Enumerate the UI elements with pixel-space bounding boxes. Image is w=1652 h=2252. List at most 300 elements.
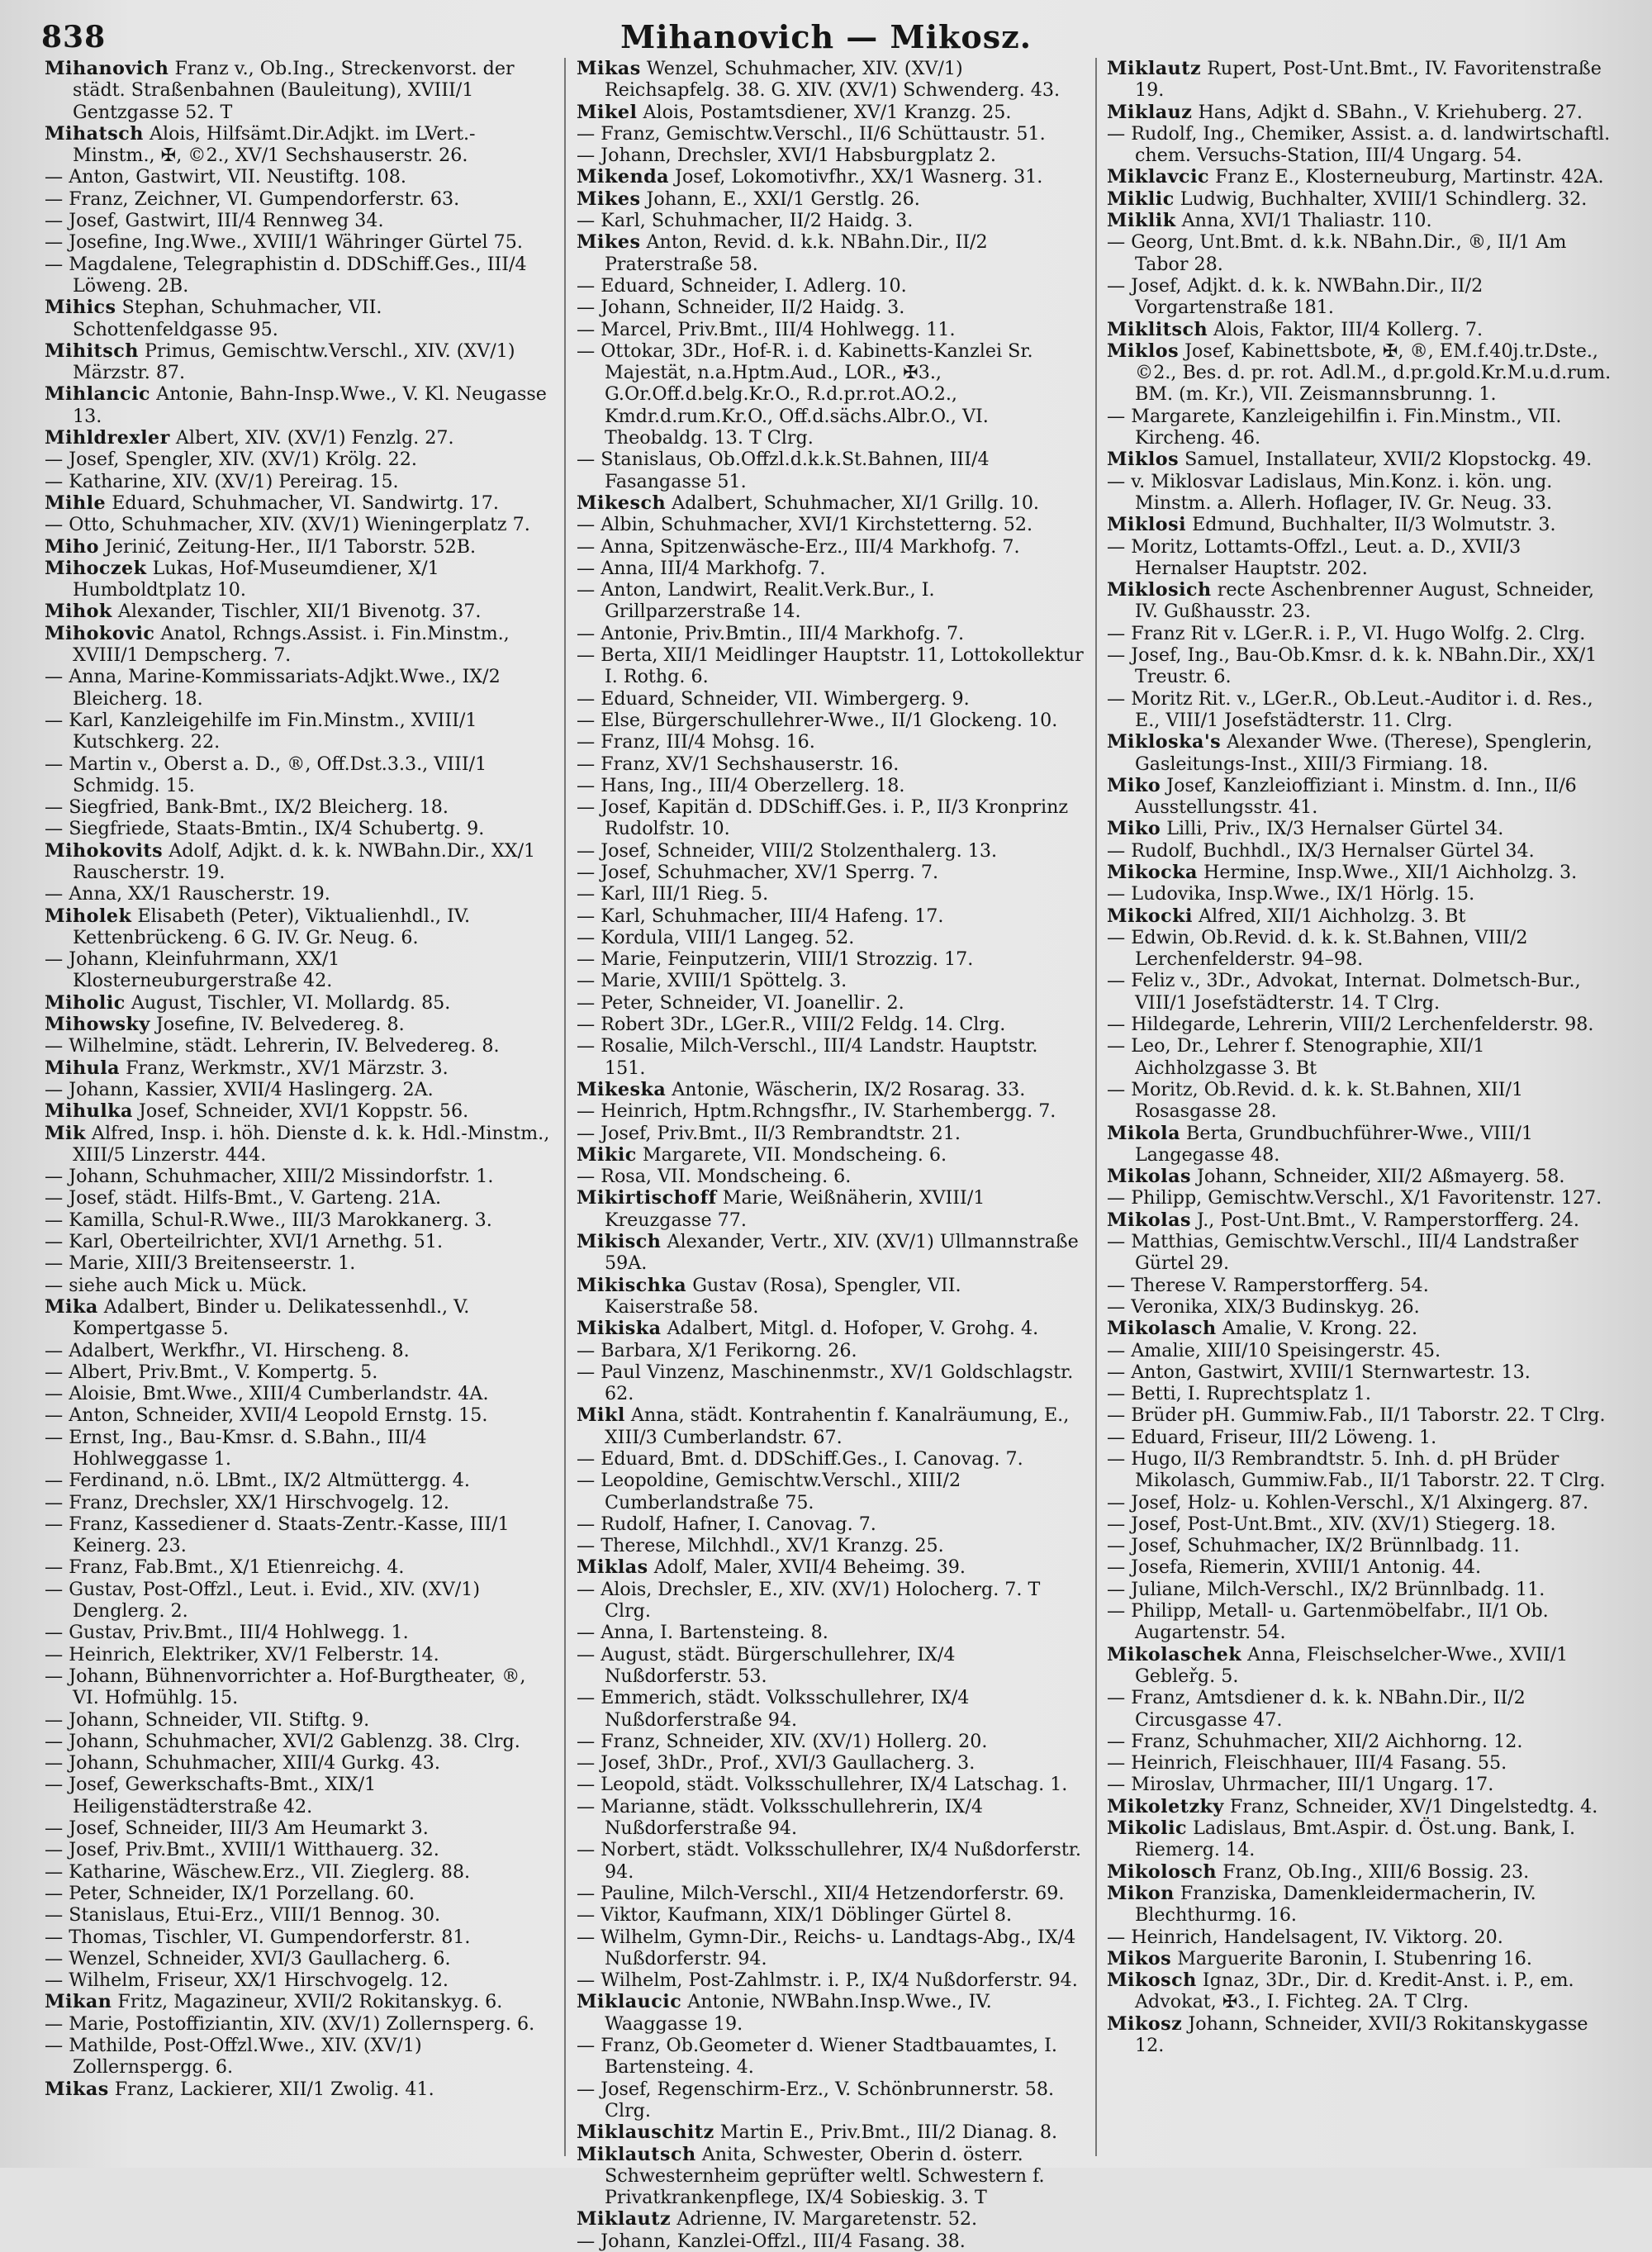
entry-text: — Heinrich, Handelsagent, IV. Viktorg. 20. [1107,1926,1503,1948]
entry-text: August, Tischler, VI. Mollardg. 85. [125,991,451,1014]
entry-text: — Adalbert, Werkfhr., VI. Hirscheng. 8. [45,1339,410,1361]
directory-entry [1107,1535,1614,1556]
directory-entry [577,123,1084,145]
entry-text: — Johann, Schuhmacher, XIII/4 Gurkg. 43. [45,1752,440,1775]
entry-surname: Mikel [577,101,638,123]
directory-entry [577,1404,1084,1448]
directory-entry [1107,688,1614,732]
directory-entry [577,536,1084,558]
entry-text: — Johann, Drechsler, XVI/1 Habsburgplatz 2. [577,145,996,167]
directory-entry [1107,1883,1614,1927]
directory-entry [45,666,552,710]
entry-text: Adalbert, Binder u. Delikatessenhdl., V. Kompertgasse 5. [73,1295,470,1340]
entry-surname: Miholic [45,991,126,1014]
entry-surname: Mikas [577,58,641,79]
entry-text: Stephan, Schuhmacher, VII. Schottenfeldgasse 95. [73,297,382,340]
entry-text: — Leopoldine, Gemischtw.Verschl., XIII/2 Cumberlandstraße 75. [577,1470,961,1513]
entry-surname: Mikan [45,1991,112,2013]
entry-text: Anna, städt. Kontrahentin f. Kanalräumung, E., XIII/3 Cumberlandstr. 67. [605,1404,1070,1448]
entry-text: — Josef, Regenschirm-Erz., V. Schönbrunnerstr. 58. Clrg. [577,2078,1055,2121]
entry-text: — Josef, Kapitän d. DDSchiff.Ges. i. P., II/3 Kronprinz Rudolfstr. 10. [577,796,1069,840]
directory-entry [45,383,552,427]
directory-entry [577,1275,1084,1318]
entry-text: — Gustav, Post-Offzl., Leut. i. Evid., XIV. (XV/1) Denglerg. 2. [45,1578,480,1622]
entry-surname: Mihanovich [45,58,169,79]
entry-text: Berta, Grundbuchführer-Wwe., VIII/1 Langegasse 48. [1135,1122,1534,1166]
entry-text: — Siegfriede, Staats-Bmtin., IX/4 Schubertg. 9. [45,818,485,840]
directory-entry [577,2208,1084,2230]
directory-entry [577,1035,1084,1079]
entry-surname: Mikes [577,231,641,254]
directory-entry [577,58,1084,102]
entry-text: — Josefa, Riemerin, XVIII/1 Antonig. 44. [1107,1556,1482,1579]
directory-entry [1107,166,1614,188]
entry-text: Marie, Weißnäherin, XVIII/1 Kreuzgasse 77. [605,1187,985,1231]
directory-entry [1107,1579,1614,1600]
entry-text: Adalbert, Schuhmacher, XI/1 Grillg. 10. [666,492,1039,514]
entry-text: Lilli, Priv., IX/3 Hernalser Gürtel 34. [1161,818,1504,840]
entry-text: — Anton, Landwirt, Realit.Verk.Bur., I. Grillparzerstraße 14. [577,579,935,623]
directory-entry [45,1123,552,1166]
directory-entry [577,775,1084,796]
directory-entry [577,1144,1084,1166]
entry-text: — v. Miklosvar Ladislaus, Min.Konz. i. kön. ung. Minstm. a. Allerh. Hoflager, IV. Gr. Neug. 33. [1107,470,1553,514]
directory-entry [45,1014,552,1035]
entry-text: Josef, Lokomotivfhr., XX/1 Wasnerg. 31. [669,166,1043,188]
directory-entry [577,340,1084,449]
entry-text: Elisabeth (Peter), Viktualienhdl., IV. Kettenbrückeng. 6 G. IV. Gr. Neug. 6. [73,905,471,948]
entry-text: — Juliane, Milch-Verschl., IX/2 Brünnlbadg. 11. [1107,1578,1545,1600]
entry-text: Lukas, Hof-Museumdiener, X/1 Humboldtplatz 10. [73,557,439,601]
entry-text: — Eduard, Friseur, III/2 Löweng. 1. [1107,1426,1437,1448]
entry-text: Antonie, Wäscherin, IX/2 Rosarag. 33. [666,1078,1026,1100]
entry-text: — Karl, III/1 Rieg. 5. [577,883,769,905]
entry-text: — Wilhelmine, städt. Lehrerin, IV. Belvedereg. 8. [45,1035,500,1057]
directory-entry [1107,1427,1614,1448]
entry-text: — Marianne, städt. Volksschullehrerin, IX/4 Nußdorferstraße 94. [577,1795,983,1840]
entry-surname: Miholek [45,905,132,927]
entry-surname: Mikirtischoff [577,1187,717,1209]
entry-text: Primus, Gemischtw.Verschl., XIV. (XV/1) Märzstr. 87. [73,340,515,384]
directory-entry [1107,275,1614,319]
entry-surname: Miklitsch [1107,318,1208,340]
directory-entry [577,688,1084,710]
entry-text: Edmund, Buchhalter, II/3 Wolmutstr. 3. [1186,514,1556,536]
entry-text: — Hans, Ing., III/4 Oberzellerg. 18. [577,774,905,796]
directory-entry [1107,102,1614,123]
entry-text: — Josef, Priv.Bmt., II/3 Rembrandtstr. 21. [577,1122,961,1144]
entry-text: — Leopold, städt. Volksschullehrer, IX/4 Latschag. 1. [577,1774,1068,1796]
directory-entry [577,1470,1084,1513]
directory-entry [577,905,1084,927]
entry-surname: Mihatsch [45,122,144,145]
entry-text: — Barbara, X/1 Ferikorng. 26. [577,1339,857,1361]
directory-entry [45,1252,552,1274]
entry-text: — Moritz Rit. v., LGer.R., Ob.Leut.-Auditor i. d. Res., E., VIII/1 Josefstädterstr. 11. Clrg. [1107,687,1593,731]
directory-entry [1107,58,1614,102]
directory-entry [45,471,552,492]
directory-entry [577,1839,1084,1883]
directory-entry [45,1427,552,1470]
entry-surname: Miklas [577,1556,648,1579]
entry-surname: Mihok [45,601,112,623]
directory-entry [577,514,1084,535]
entry-surname: Mikolaschek [1107,1643,1242,1665]
column-2 [577,58,1084,2252]
entry-surname: Miklosi [1107,514,1187,536]
entry-text: Anton, Revid. d. k.k. NBahn.Dir., II/2 Praterstraße 58. [605,231,988,275]
entry-surname: Miklautz [1107,58,1202,79]
entry-text: Ludwig, Buchhalter, XVIII/1 Schindlerg. 32. [1174,188,1588,210]
entry-text: — Josefine, Ing.Wwe., XVIII/1 Währinger Gürtel 75. [45,231,523,254]
directory-entry [45,1079,552,1100]
directory-entry [577,579,1084,623]
entry-text: — Franz, Fab.Bmt., X/1 Etienreichg. 4. [45,1556,405,1579]
entry-surname: Mika [45,1295,98,1318]
entry-text: — Karl, Kanzleigehilfe im Fin.Minstm., XVIII/1 Kutschkerg. 22. [45,709,477,753]
entry-text: — Anna, Spitzenwäsche-Erz., III/4 Markhofg. 7. [577,535,1020,558]
directory-entry [45,1948,552,1969]
entry-text: recte Aschenbrenner August, Schneider, IV. Gußhausstr. 23. [1135,579,1595,623]
directory-entry [45,1057,552,1079]
entry-surname: Miklaucic [577,1991,682,2013]
directory-entry [45,1340,552,1361]
entry-text: Antonie, Bahn-Insp.Wwe., V. Kl. Neugasse 13. [73,383,547,427]
directory-entry [45,58,552,123]
directory-entry [1107,471,1614,515]
entry-text: — Aloisie, Bmt.Wwe., XIII/4 Cumberlandstr. 4A. [45,1383,489,1405]
entry-text: — Josef, Gastwirt, III/4 Rennweg 34. [45,210,384,232]
entry-text: — Moritz, Lottamts-Offzl., Leut. a. D., XVII/3 Hernalser Hauptstr. 202. [1107,535,1521,579]
entry-text: — Karl, Schuhmacher, III/4 Hafeng. 17. [577,905,944,927]
directory-entry [45,1404,552,1426]
directory-entry [1107,1035,1614,1079]
directory-entry [45,1969,552,1991]
directory-entry [1107,1774,1614,1795]
entry-text: Albert, XIV. (XV/1) Fenzlg. 27. [169,427,454,449]
directory-entry [577,1579,1084,1622]
entry-surname: Mikiska [577,1318,662,1340]
directory-entry [45,1296,552,1340]
entry-text: — Ludovika, Insp.Wwe., IX/1 Hörlg. 15. [1107,883,1475,905]
directory-entry [1107,883,1614,905]
directory-entry [577,1644,1084,1688]
entry-surname: Mikolasch [1107,1318,1217,1340]
entry-text: — Josef, Adjkt. d. k. k. NWBahn.Dir., II/2 Vorgartenstraße 181. [1107,274,1483,319]
entry-text: — Ferdinand, n.ö. LBmt., IX/2 Altmüttergg. 4. [45,1470,470,1492]
directory-entry [1107,1166,1614,1187]
running-title: Mihanovich — Mikosz. [620,18,1032,55]
entry-text: — Heinrich, Elektriker, XV/1 Felberstr. 14. [45,1643,439,1665]
entry-surname: Mikas [45,2078,109,2100]
entry-text: — Franz, III/4 Mohsg. 16. [577,731,815,753]
directory-entry [577,1535,1084,1556]
directory-entry [45,1231,552,1252]
entry-surname: Mikesch [577,492,667,514]
entry-text: — Josef, Spengler, XIV. (XV/1) Krölg. 22. [45,449,417,471]
directory-entry [45,1579,552,1622]
directory-entry [45,166,552,188]
directory-entry [45,1709,552,1731]
directory-entry [1107,1687,1614,1731]
entry-text: — Albert, Priv.Bmt., V. Kompertg. 5. [45,1361,378,1383]
entry-surname: Mikocki [1107,905,1193,927]
entry-text: — Robert 3Dr., LGer.R., VIII/2 Feldg. 14. Clrg. [577,1014,1006,1036]
entry-text: — Eduard, Schneider, VII. Wimbergerg. 9. [577,687,970,710]
entry-text: — August, städt. Bürgerschullehrer, IX/4 Nußdorferstr. 53. [577,1643,956,1687]
entry-text: — Johann, Schneider, II/2 Haidg. 3. [577,297,905,319]
directory-entry [1107,1340,1614,1361]
entry-text: — Georg, Unt.Bmt. d. k.k. NBahn.Dir., ®, II/1 Am Tabor 28. [1107,231,1567,275]
directory-entry [577,1340,1084,1361]
entry-text: — Marie, XIII/3 Breitenseerstr. 1. [45,1252,356,1275]
directory-entry [1107,1948,1614,1969]
entry-text: — Wilhelm, Gymn-Dir., Reichs- u. Landtags-Abg., IX/4 Nußdorferstr. 94. [577,1926,1076,1969]
entry-surname: Mikola [1107,1122,1180,1144]
directory-entry [577,731,1084,753]
entry-text: — Philipp, Gemischtw.Verschl., X/1 Favoritenstr. 127. [1107,1187,1602,1209]
entry-text: Jerinić, Zeitung-Her., II/1 Taborstr. 52B. [98,535,477,558]
entry-text: Franz, Lackierer, XII/1 Zwolig. 41. [108,2078,434,2100]
directory-entry [577,166,1084,188]
entry-text: — Anton, Gastwirt, XVIII/1 Sternwartestr. 13. [1107,1361,1531,1383]
directory-entry [45,1904,552,1926]
entry-text: Alfred, XII/1 Aichholzg. 3. Bt [1192,905,1466,927]
entry-text: — Martin v., Oberst a. D., ®, Off.Dst.3.3., VIII/1 Schmidg. 15. [45,753,487,796]
entry-text: — Josef, 3hDr., Prof., XVI/3 Gaullacherg. 3. [577,1752,976,1775]
entry-text: Johann, E., XXI/1 Gerstlg. 26. [640,188,920,210]
directory-entry [1107,449,1614,470]
page-number: 838 [41,20,107,55]
entry-text: — Amalie, XIII/10 Speisingerstr. 45. [1107,1339,1441,1361]
entry-surname: Miklosich [1107,579,1212,601]
directory-entry [1107,1296,1614,1318]
directory-entry [1107,1817,1614,1861]
directory-entry [577,2121,1084,2143]
directory-entry [45,818,552,839]
entry-text: Hermine, Insp.Wwe., XII/1 Aichholzg. 3. [1197,861,1578,883]
directory-entry [1107,970,1614,1014]
entry-text: — Berta, XII/1 Meidlinger Hauptstr. 11, Lottokollektur I. Rothg. 6. [577,644,1084,688]
directory-entry [45,710,552,753]
directory-entry [1107,514,1614,535]
entry-surname: Miklautz [577,2208,672,2231]
directory-entry [577,558,1084,579]
entry-text: — Feliz v., 3Dr., Advokat, Internat. Dolmetsch-Bur., VIII/1 Josefstädterstr. 14. T Clrg. [1107,970,1581,1014]
entry-surname: Miklauschitz [577,2121,714,2144]
entry-surname: Mihoczek [45,557,147,579]
entry-text: — Katharine, XIV. (XV/1) Pereirag. 15. [45,470,399,492]
directory-entry [577,1556,1084,1578]
directory-entry [45,1383,552,1404]
entry-text: Samuel, Installateur, XVII/2 Klopstockg. 49. [1179,449,1593,471]
directory-entry [577,1883,1084,1904]
entry-text: — Johann, Schuhmacher, XIII/2 Missindorfstr. 1. [45,1166,494,1188]
directory-entry [1107,340,1614,406]
directory-entry [577,970,1084,991]
directory-entry [45,1644,552,1665]
directory-entry [1107,406,1614,449]
directory-entry [45,558,552,601]
column-divider [564,58,566,2156]
entry-text: — Otto, Schuhmacher, XIV. (XV/1) Wieningerplatz 7. [45,514,530,536]
entry-surname: Mikes [577,188,641,210]
entry-text: Josef, Schneider, XVI/1 Koppstr. 56. [132,1100,469,1123]
directory-entry [577,796,1084,840]
directory-entry [577,1796,1084,1840]
directory-entry [577,1187,1084,1231]
entry-text: Anna, Fleischselcher-Wwe., XVII/1 Gebleřg. 5. [1135,1643,1569,1687]
directory-entry [45,1839,552,1860]
entry-text: Alois, Postamtsdiener, XV/1 Kranzg. 25. [637,101,1012,123]
entry-surname: Mihitsch [45,340,139,362]
entry-surname: Mikolas [1107,1209,1191,1231]
directory-entry [45,1927,552,1948]
entry-text: — Karl, Oberteilrichter, XVI/1 Arnethg. 51. [45,1231,444,1253]
entry-text: — Peter, Schneider, VI. Joanelliг. 2. [577,991,904,1014]
entry-text: — Brüder pH. Gummiw.Fab., II/1 Taborstr. 22. T Clrg. [1107,1404,1606,1427]
directory-entry [1107,536,1614,580]
entry-text: — Alois, Drechsler, E., XIV. (XV/1) Holocherg. 7. T Clrg. [577,1578,1041,1622]
directory-entry [577,1100,1084,1122]
entry-text: — Mathilde, Post-Offzl.Wwe., XIV. (XV/1) Zollernspergg. 6. [45,2035,422,2079]
entry-text: — Josef, Ing., Bau-Ob.Kmsr. d. k. k. NBahn.Dir., XX/1 Treustr. 6. [1107,644,1597,688]
entry-text: — Hildegarde, Lehrerin, VIII/2 Lerchenfelderstr. 98. [1107,1014,1594,1036]
directory-entry [1107,2013,1614,2057]
entry-text: — Josef, Schuhmacher, IX/2 Brünnlbadg. 11. [1107,1535,1520,1557]
directory-entry [45,492,552,514]
directory-entry [577,449,1084,492]
entry-surname: Miklauz [1107,101,1193,123]
directory-entry [45,1187,552,1209]
directory-entry [1107,579,1614,623]
entry-text: Gustav (Rosa), Spengler, VII. Kaiserstraße 58. [605,1274,961,1318]
directory-entry [1107,818,1614,839]
directory-entry [577,927,1084,948]
entry-text: — Ottokar, 3Dr., Hof-R. i. d. Kabinetts-Kanzlei Sr. Majestät, n.a.Hptm.Aud., LOR., ✠3., G.Or.Off.d.belg.Kr.O., R.d.pr.rot.AO.2., Kmdr.d.rum.Kr.O., Off.d.sächs.Albr.O., VI. Theobaldg. 13. T Clrg. [577,340,1033,449]
entry-text: — Anna, I. Bartensteing. 8. [577,1622,828,1644]
directory-entry [1107,1014,1614,1035]
directory-entry [1107,188,1614,210]
directory-entry [577,753,1084,775]
directory-entry [1107,1361,1614,1383]
directory-entry [1107,840,1614,862]
directory-entry [45,231,552,253]
entry-surname: Mihle [45,492,107,514]
directory-entry [577,492,1084,514]
entry-text: — Norbert, städt. Volksschullehrer, IX/4 Nußdorferstr. 94. [577,1839,1081,1883]
directory-entry [45,1556,552,1578]
directory-entry [577,1448,1084,1470]
entry-text: Anatol, Rchngs.Assist. i. Fin.Minstm., XVIII/1 Dempscherg. 7. [73,622,510,667]
entry-text: — Franz, Kassediener d. Staats-Zentr.-Kasse, III/1 Keinerg. 23. [45,1513,510,1557]
entry-text: — Josef, Schneider, VIII/2 Stolzenthalerg. 13. [577,839,998,862]
entry-surname: Mihokovic [45,622,155,644]
directory-entry [1107,905,1614,927]
directory-entry [577,710,1084,731]
entry-text: Josefine, IV. Belvedereg. 8. [150,1014,405,1036]
directory-entry [1107,319,1614,340]
directory-entry [577,145,1084,166]
entry-text: Marguerite Baronin, I. Stubenring 16. [1171,1947,1532,1969]
entry-text: — Pauline, Milch-Verschl., XII/4 Hetzendorferstr. 69. [577,1882,1065,1904]
entry-text: — Hugo, II/3 Rembrandtstr. 5. Inh. d. pH Brüder Mikolasch, Gummiw.Fab., II/1 Taborstr. 22. T Clrg. [1107,1448,1606,1492]
directory-entry [1107,1556,1614,1578]
entry-text: — Marie, Feinputzerin, VIII/1 Strozzig. 17. [577,948,974,971]
directory-entry [577,1687,1084,1731]
directory-entry [577,2035,1084,2079]
directory-entry [45,340,552,384]
entry-text: — Thomas, Tischler, VI. Gumpendorferstr. 81. [45,1926,471,1948]
entry-text: — Josef, Holz- u. Kohlen-Verschl., X/1 Alxingerg. 87. [1107,1491,1589,1513]
directory-entry [1107,862,1614,883]
directory-entry [1107,123,1614,167]
entry-surname: Mikoletzky [1107,1795,1224,1817]
directory-entry [45,1861,552,1883]
directory-entry [577,2144,1084,2209]
directory-entry [577,2079,1084,2122]
entry-text: — Josef, Gewerkschafts-Bmt., XIX/1 Heiligenstädterstraße 42. [45,1774,377,1817]
entry-text: — Eduard, Schneider, I. Adlerg. 10. [577,274,907,297]
entry-surname: Mihlancic [45,383,151,406]
directory-entry [1107,1448,1614,1492]
entry-text: — Gustav, Priv.Bmt., III/4 Hohlwegg. 1. [45,1622,409,1644]
entry-surname: Mikl [577,1404,625,1427]
entry-text: — Therese V. Ramperstorfferg. 54. [1107,1274,1429,1296]
entry-text: — Anton, Schneider, XVII/4 Leopold Ernstg. 15. [45,1404,488,1427]
directory-entry [577,1991,1084,2035]
entry-text: — Rosa, VII. Mondscheing. 6. [577,1166,852,1188]
entry-text: Franz, Ob.Ing., XIII/6 Bossig. 23. [1217,1860,1530,1883]
directory-entry [577,948,1084,970]
directory-entry [1107,623,1614,644]
entry-text: Eduard, Schuhmacher, VI. Sandwirtg. 17. [106,492,499,514]
directory-entry [577,1774,1084,1795]
entry-text: Martin E., Priv.Bmt., III/2 Dianag. 8. [714,2121,1058,2144]
directory-entry [45,514,552,535]
entry-text: — Stanislaus, Ob.Offzl.d.k.k.St.Bahnen, III/4 Fasangasse 51. [577,449,990,492]
entry-text: Franz, Werkmstr., XV/1 Märzstr. 3. [120,1057,449,1079]
entry-surname: Mihulka [45,1100,133,1123]
entry-text: Alois, Hilfsämt.Dir.Adjkt. im LVert.-Minstm., ✠, ©2., XV/1 Sechshauserstr. 26. [73,122,476,167]
directory-entry [1107,1383,1614,1404]
column-1 [45,58,552,2156]
directory-entry [45,905,552,949]
directory-entry [577,1318,1084,1339]
entry-text: Ladislaus, Bmt.Aspir. d. Öst.ung. Bank, I. Riemerg. 14. [1135,1817,1576,1861]
entry-text: Josef, Kanzleioffiziant i. Minstm. d. Inn., II/6 Ausstellungsstr. 41. [1135,774,1577,819]
directory-entry [1107,1187,1614,1209]
entry-text: — Rosalie, Milch-Verschl., III/4 Landstr. Hauptstr. 151. [577,1035,1038,1079]
entry-text: — Moritz, Ob.Revid. d. k. k. St.Bahnen, XII/1 Rosasgasse 28. [1107,1078,1524,1123]
entry-text: Adolf, Adjkt. d. k. k. NWBahn.Dir., XX/1 Rauscherstr. 19. [73,839,536,883]
entry-surname: Miklavcic [1107,166,1210,188]
entry-surname: Mikosz [1107,2012,1183,2035]
entry-text: — Johann, Schneider, VII. Stiftg. 9. [45,1708,370,1731]
entry-text: — Rudolf, Buchhdl., IX/3 Hernalser Gürtel 34. [1107,839,1535,862]
entry-text: Alexander Wwe. (Therese), Spenglerin, Gasleitungs-Inst., XIII/3 Firmiang. 18. [1135,731,1593,775]
entry-text: Johann, Schneider, XII/2 Aßmayerg. 58. [1190,1166,1565,1188]
entry-text: — Katharine, Wäschew.Erz., VII. Zieglerg. 88. [45,1860,471,1883]
entry-surname: Mikeska [577,1078,667,1100]
entry-surname: Mik [45,1122,86,1144]
directory-entry [45,796,552,818]
directory-entry [1107,210,1614,231]
entry-text: — Veronika, XIX/3 Budinskyg. 26. [1107,1295,1420,1318]
directory-entry [1107,1209,1614,1231]
entry-text: — Matthias, Gemischtw.Verschl., III/4 Landstraßer Gürtel 29. [1107,1231,1578,1275]
directory-entry [577,319,1084,340]
